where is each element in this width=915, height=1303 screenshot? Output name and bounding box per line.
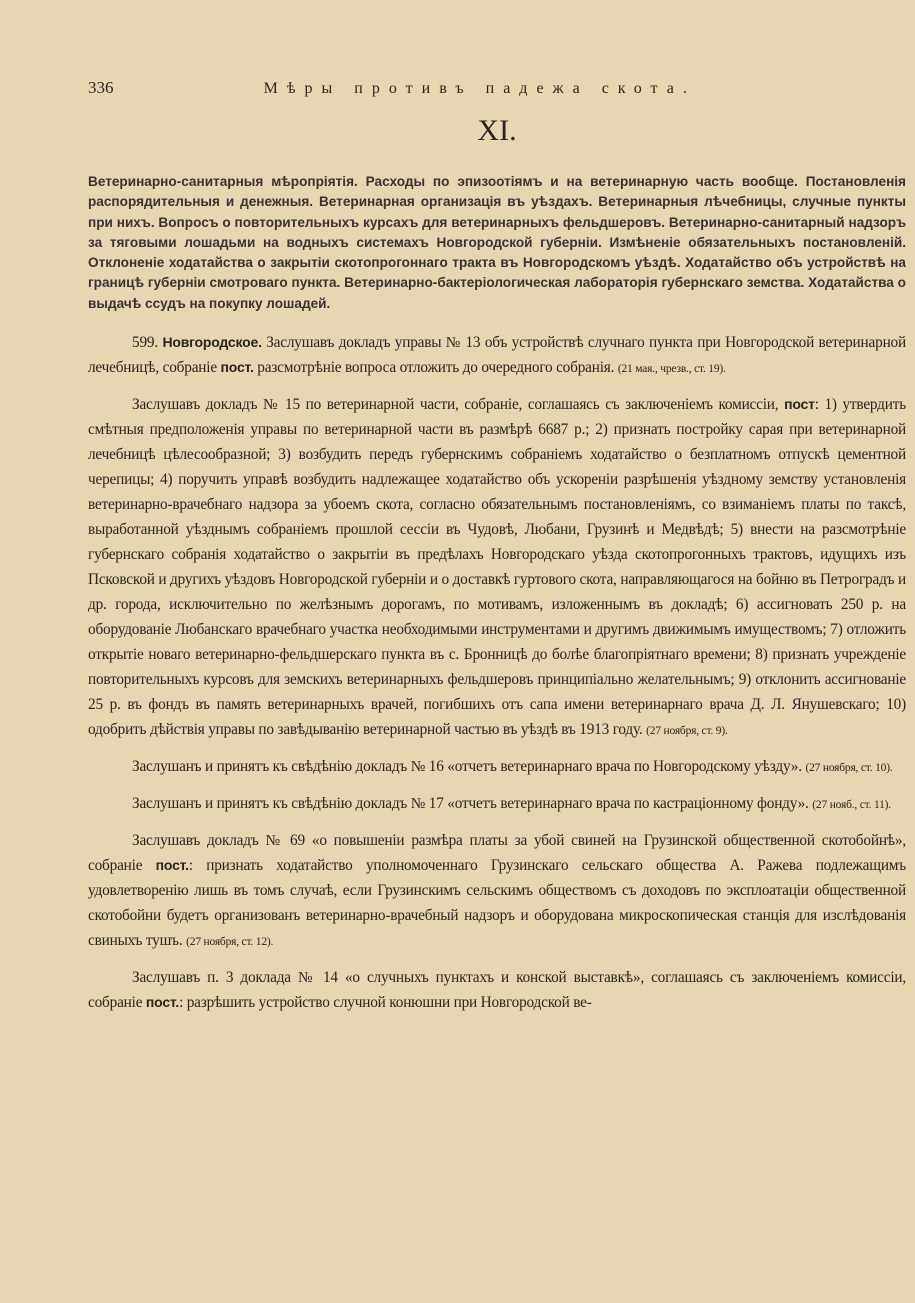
paragraph bbox=[88, 392, 906, 744]
paragraph bbox=[88, 965, 906, 1015]
page-number: 336 bbox=[88, 78, 114, 97]
bold-term: пост. bbox=[155, 857, 189, 874]
paragraph bbox=[88, 828, 906, 955]
bold-term: пост bbox=[784, 396, 815, 413]
section-number: XI. bbox=[477, 114, 517, 147]
paragraph bbox=[88, 791, 906, 818]
paragraph-text: Заслушавъ докладъ № 15 по ветеринарной части, собраніе, соглашаясь съ заключеніемъ комиссіи, bbox=[132, 396, 785, 414]
page-header bbox=[88, 78, 906, 106]
paragraph bbox=[88, 330, 906, 382]
bold-term: пост. bbox=[145, 994, 180, 1011]
paragraph-text: : признать ходатайство уполномоченнаго Грузинскаго сельскаго общества А. Ражева подлежащимъ удовлетворенію лишь въ томъ случаѣ, если Грузинскимъ сельскимъ обществомъ съ доходовъ по эксплоатаціи общественной скотобойни будетъ организованъ ветеринарно-врачебный надзоръ и оборудована микроскопическая станція для изслѣдованія свиныхъ тушъ. bbox=[88, 857, 907, 950]
bold-term: Новгородское. bbox=[162, 334, 262, 351]
document-page bbox=[88, 78, 906, 1025]
paragraph-text: Заслушавъ докладъ № 69 «о повышеніи размѣра платы за убой свиней на Грузинской общественной скотобойнѣ», собраніе bbox=[88, 832, 906, 875]
citation-reference: (27 ноября, ст. 12). bbox=[186, 936, 274, 949]
paragraph bbox=[88, 754, 906, 781]
paragraph-text: разсмотрѣніе вопроса отложить до очередного собранія. bbox=[253, 359, 618, 377]
citation-reference: (27 нояб., ст. 11). bbox=[812, 799, 891, 812]
paragraph-text: 599. bbox=[132, 334, 163, 352]
paragraph-text: : 1) утвердить смѣтныя предположенія управы по ветеринарной части въ размѣрѣ 6687 р.; 2) признать постройку сарая при ветеринарной лечебницѣ цѣлесообразной; 3) возбудить передъ губернскимъ собраніемъ ходатайство о безплатномъ отпускѣ цементной черепицы; 4) поручить управѣ возбудить надлежащее ходатайство объ ускореніи разрѣшенія уѣздному земству установленія ветеринарно-врачебнаго надзора за убоемъ скота, согласно обязательнымъ постановленіямъ, со взиманіемъ платы по таксѣ, выработанной уѣзднымъ собраніемъ прошлой сессіи въ Чудовѣ, Любани, Грузинѣ и Медвѣдѣ; 5) внести на разсмотрѣніе губернскаго собранія ходатайство о закрытіи въ предѣлахъ Новгородскаго уѣзда скотопрогонныхъ трактовъ, идущихъ изъ Псковской и другихъ уѣздовъ Новгородской губерніи и о доставкѣ гуртового скота, направляющагося на бойню въ Петроградъ и др. города, исключительно по желѣзнымъ дорогамъ, по мотивамъ, изложеннымъ въ докладѣ; 6) ассигновать 250 р. на оборудованіе Любанскаго врачебнаго участка необходимыми инструментами и другимъ движимымъ имуществомъ; 7) отложить открытіе новаго ветеринарно-фельдшерскаго пункта въ с. Бронницѣ до болѣе благопріятнаго времени; 8) признать учрежденіе повторительныхъ курсовъ для земскихъ ветеринарныхъ фельдшеровъ принципіально желательнымъ; 9) отклонить ассигнованіе 25 р. въ фондъ въ память ветеринарныхъ врачей, погибшихъ отъ сапа имени ветеринарнаго врача Д. Л. Янушевскаго; 10) одобрить дѣйствія управы по завѣдыванію ветеринарной частью въ уѣздѣ въ 1913 году. bbox=[88, 396, 906, 739]
paragraph-text: Заслушанъ и принятъ къ свѣдѣнію докладъ № 17 «отчетъ ветеринарнаго врача по кастраціонному фонду». bbox=[132, 795, 813, 813]
paragraph-text: Заслушавъ п. 3 доклада № 14 «о случныхъ пунктахъ и конской выставкѣ», соглашаясь съ заключеніемъ комиссіи, собраніе bbox=[88, 969, 906, 1012]
section-summary: Ветеринарно-санитарныя мѣропріятія. Расходы по эпизоотіямъ и на ветеринарную часть вообще. Постановленія распорядительныя и денежныя. Ветеринарная организація въ уѣздахъ. Ветеринарныя лѣчебницы, случные пункты при нихъ. Вопросъ о повторительныхъ курсахъ для ветеринарныхъ фельдшеровъ. Ветеринарно-санитарный надзоръ за тяговыми лошадьми на водныхъ системахъ Новгородской губерніи. Измѣненіе обязательныхъ постановленій. Отклоненіе ходатайства о закрытіи скотопрогоннаго тракта въ Новгородскомъ уѣздѣ. Ходатайство объ устройствѣ на границѣ губерніи смотроваго пункта. Ветеринарно-бактеріологическая лабораторія губернскаго земства. Ходатайства о выдачѣ ссудъ на покупку лошадей. bbox=[88, 174, 906, 311]
bold-term: пост. bbox=[220, 359, 254, 376]
citation-reference: (21 мая., чрезв., ст. 19). bbox=[617, 363, 726, 376]
paragraph-text: Заслушавъ докладъ управы № 13 объ устройствѣ случнаго пункта при Новгородской ветеринарной лечебницѣ, собраніе bbox=[88, 334, 906, 377]
running-title: Мѣры противъ падежа скота. bbox=[263, 80, 696, 97]
citation-reference: (27 ноября, ст. 9). bbox=[646, 725, 728, 738]
paragraph-text: Заслушанъ и принятъ къ свѣдѣнію докладъ № 16 «отчетъ ветеринарнаго врача по Новгородскому уѣзду». bbox=[132, 758, 806, 776]
paragraph-text: : разрѣшить устройство случной конюшни при Новгородской ве- bbox=[179, 994, 592, 1012]
citation-reference: (27 ноября, ст. 10). bbox=[805, 762, 893, 775]
